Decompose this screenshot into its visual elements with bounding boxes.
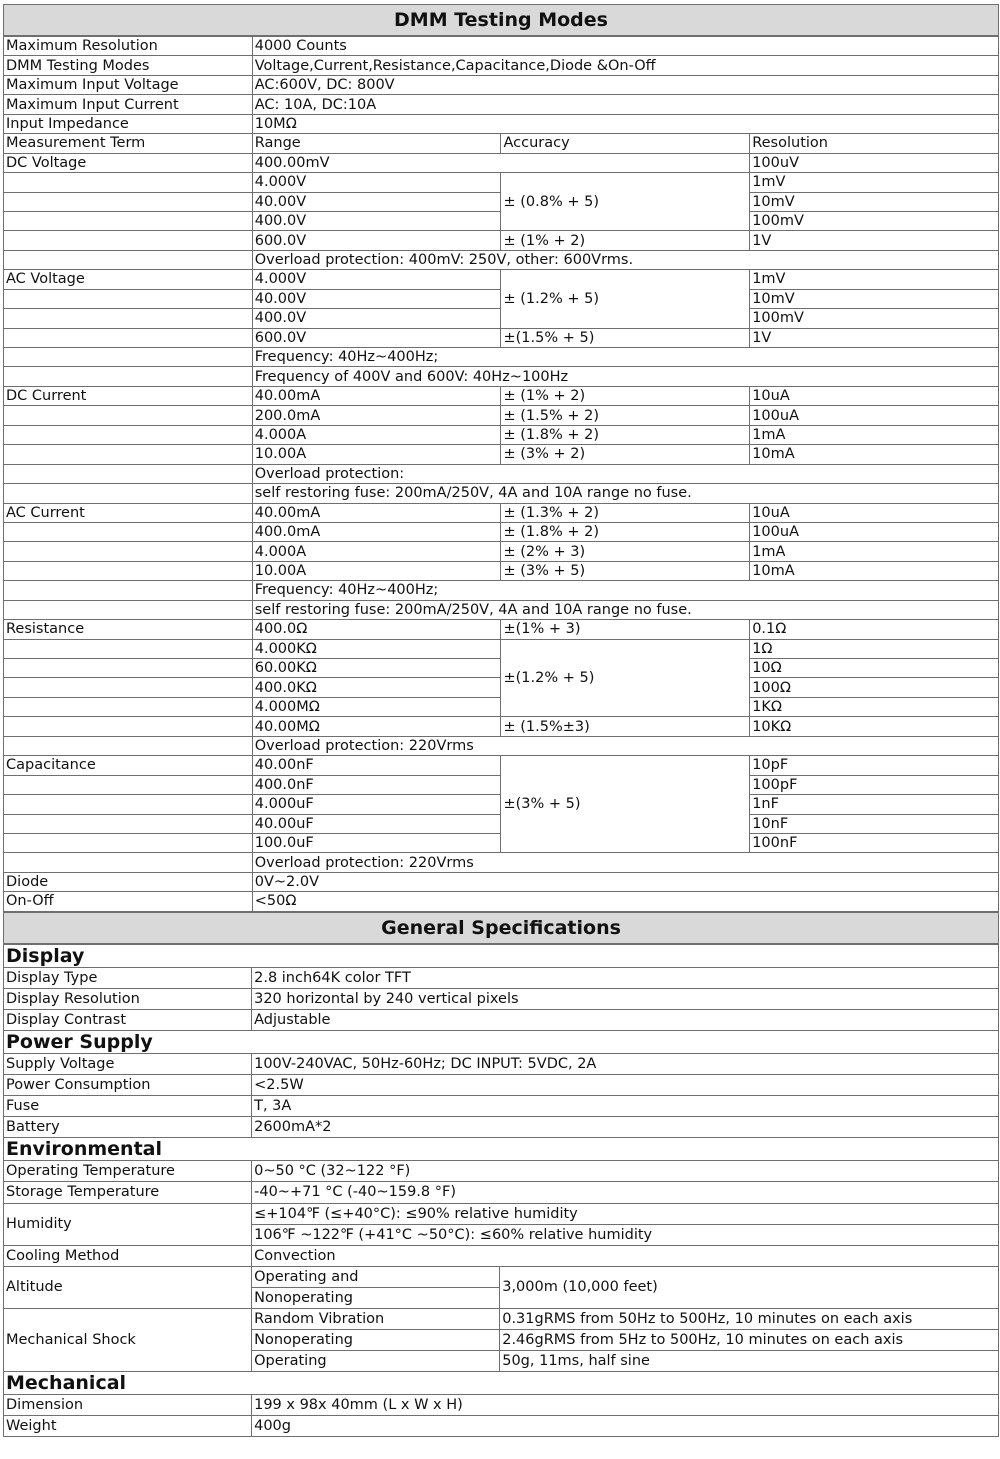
spec-label: Operating Temperature: [4, 1161, 252, 1182]
group-heading-display: Display: [4, 944, 999, 967]
table-row: [4, 1309, 999, 1330]
accuracy-cell: ±(1.5% + 5): [501, 328, 750, 347]
range-cell: 4.000A: [252, 542, 501, 561]
spec-value: 100V-240VAC, 50Hz-60Hz; DC INPUT: 5VDC, 2A: [252, 1053, 999, 1074]
resolution-cell: 100uA: [750, 406, 999, 425]
table-row: [4, 542, 999, 561]
table-row: [4, 581, 999, 600]
table-row: [4, 406, 999, 425]
group-heading-row: [4, 1030, 999, 1053]
table-row: [4, 736, 999, 755]
resolution-cell: 100uV: [750, 153, 999, 172]
accuracy-cell: ± (1.5%±3): [501, 717, 750, 736]
table-row: [4, 853, 999, 872]
table-row: [4, 95, 999, 114]
accuracy-cell: ±(1.2% + 5): [501, 639, 750, 717]
spec-value: 106℉ ~122℉ (+41°C ~50°C): ≤60% relative humidity: [252, 1224, 999, 1245]
accuracy-cell: ± (1.8% + 2): [501, 522, 750, 541]
table-row: [4, 967, 999, 988]
accuracy-cell: ± (1% + 2): [501, 386, 750, 405]
accuracy-cell: ± (1.3% + 2): [501, 503, 750, 522]
group-heading-row: [4, 1372, 999, 1395]
group-heading-row: [4, 944, 999, 967]
term-label: Diode: [4, 872, 253, 891]
spec-value: ≤+104℉ (≤+40°C): ≤90% relative humidity: [252, 1203, 999, 1224]
table-row: [4, 153, 999, 172]
accuracy-cell: ± (1% + 2): [501, 231, 750, 250]
table-row: [4, 56, 999, 75]
resolution-cell: 10uA: [750, 386, 999, 405]
range-cell: 10.00A: [252, 561, 501, 580]
table-row: [4, 717, 999, 736]
term-label: DC Voltage: [4, 153, 253, 172]
table-row: [4, 600, 999, 619]
table-row: [4, 892, 999, 911]
spec-value: 2.8 inch64K color TFT: [252, 967, 999, 988]
range-cell: 4.000V: [252, 270, 501, 289]
note-cell: Overload protection: 220Vrms: [252, 853, 998, 872]
range-cell: 10.00A: [252, 445, 501, 464]
spec-label: Storage Temperature: [4, 1182, 252, 1203]
table-row: [4, 639, 999, 658]
range-cell: 4.000V: [252, 173, 501, 192]
spec-value: Voltage,Current,Resistance,Capacitance,Diode &On-Off: [252, 56, 998, 75]
resolution-cell: 1V: [750, 231, 999, 250]
range-cell: 400.0V: [252, 309, 501, 328]
spec-label: Display Type: [4, 967, 252, 988]
resolution-cell: 10mA: [750, 445, 999, 464]
column-header-row: [4, 134, 999, 153]
range-cell: 40.00nF: [252, 756, 501, 775]
table-row: [4, 620, 999, 639]
spec-label: Cooling Method: [4, 1245, 252, 1266]
range-cell: 400.0mA: [252, 522, 501, 541]
resolution-cell: 100mV: [750, 309, 999, 328]
table-row: [4, 1203, 999, 1224]
spec-value: 4000 Counts: [252, 37, 998, 56]
table-row: [4, 1117, 999, 1138]
dmm-table: [3, 36, 999, 912]
range-cell: 40.00mA: [252, 503, 501, 522]
group-heading-row: [4, 1138, 999, 1161]
resolution-cell: 1mV: [750, 270, 999, 289]
spec-value: Convection: [252, 1245, 999, 1266]
accuracy-cell: ± (1.2% + 5): [501, 270, 750, 328]
range-cell: 400.00mV: [252, 153, 749, 172]
range-cell: 4.000A: [252, 425, 501, 444]
range-cell: 40.00MΩ: [252, 717, 501, 736]
table-row: [4, 1161, 999, 1182]
spec-value: 50g, 11ms, half sine: [500, 1351, 999, 1372]
table-row: [4, 503, 999, 522]
column-header-resolution: Resolution: [750, 134, 999, 153]
range-cell: 40.00V: [252, 192, 501, 211]
accuracy-cell: ± (3% + 2): [501, 445, 750, 464]
spec-label: Supply Voltage: [4, 1053, 252, 1074]
resolution-cell: 1KΩ: [750, 697, 999, 716]
spec-label: Dimension: [4, 1395, 252, 1416]
term-label: AC Current: [4, 503, 253, 522]
resolution-cell: 1mA: [750, 542, 999, 561]
resolution-cell: 10mV: [750, 192, 999, 211]
condition-cell: Nonoperating: [252, 1287, 500, 1308]
note-cell: self restoring fuse: 200mA/250V, 4A and 10A range no fuse.: [252, 484, 998, 503]
spec-value: AC: 10A, DC:10A: [252, 95, 998, 114]
table-row: [4, 988, 999, 1009]
condition-cell: Operating: [252, 1351, 500, 1372]
spec-label: Display Resolution: [4, 988, 252, 1009]
note-cell: Frequency: 40Hz~400Hz;: [252, 581, 998, 600]
table-row: [4, 445, 999, 464]
table-row: [4, 522, 999, 541]
range-cell: 4.000MΩ: [252, 697, 501, 716]
spec-label: Power Consumption: [4, 1075, 252, 1096]
note-cell: self restoring fuse: 200mA/250V, 4A and 10A range no fuse.: [252, 600, 998, 619]
table-row: [4, 270, 999, 289]
accuracy-cell: ± (1.5% + 2): [501, 406, 750, 425]
range-cell: 40.00V: [252, 289, 501, 308]
general-table: [3, 944, 999, 1438]
resolution-cell: 100Ω: [750, 678, 999, 697]
table-row: [4, 250, 999, 269]
spec-value: Adjustable: [252, 1009, 999, 1030]
condition-cell: Nonoperating: [252, 1330, 500, 1351]
spec-label: Altitude: [4, 1266, 252, 1308]
accuracy-cell: ±(1% + 3): [501, 620, 750, 639]
range-cell: 40.00uF: [252, 814, 501, 833]
table-row: [4, 348, 999, 367]
resolution-cell: 10mV: [750, 289, 999, 308]
range-cell: 400.0KΩ: [252, 678, 501, 697]
table-row: [4, 1053, 999, 1074]
accuracy-cell: ± (2% + 3): [501, 542, 750, 561]
table-row: [4, 37, 999, 56]
spec-label: Input Impedance: [4, 114, 253, 133]
spec-sheet: [3, 0, 999, 1437]
table-row: [4, 425, 999, 444]
table-row: [4, 872, 999, 891]
spec-value: <50Ω: [252, 892, 998, 911]
range-cell: 600.0V: [252, 231, 501, 250]
resolution-cell: 10pF: [750, 756, 999, 775]
group-heading-power: Power Supply: [4, 1030, 999, 1053]
resolution-cell: 10KΩ: [750, 717, 999, 736]
spec-value: 400g: [252, 1416, 999, 1437]
term-label: Capacitance: [4, 756, 253, 775]
term-label: Resistance: [4, 620, 253, 639]
range-cell: 200.0mA: [252, 406, 501, 425]
table-row: [4, 75, 999, 94]
range-cell: 400.0nF: [252, 775, 501, 794]
spec-label: Mechanical Shock: [4, 1309, 252, 1372]
table-row: [4, 464, 999, 483]
accuracy-cell: ± (1.8% + 2): [501, 425, 750, 444]
resolution-cell: 10uA: [750, 503, 999, 522]
spec-value: 0.31gRMS from 50Hz to 500Hz, 10 minutes on each axis: [500, 1309, 999, 1330]
column-header-term: Measurement Term: [4, 134, 253, 153]
group-heading-environmental: Environmental: [4, 1138, 999, 1161]
range-cell: 600.0V: [252, 328, 501, 347]
table-row: [4, 173, 999, 192]
table-row: [4, 386, 999, 405]
table-row: [4, 484, 999, 503]
note-cell: Overload protection: 400mV: 250V, other: 600Vrms.: [252, 250, 998, 269]
spec-label: DMM Testing Modes: [4, 56, 253, 75]
resolution-cell: 100nF: [750, 833, 999, 852]
note-cell: Frequency: 40Hz~400Hz;: [252, 348, 998, 367]
table-row: [4, 1416, 999, 1437]
spec-value: 0~50 °C (32~122 °F): [252, 1161, 999, 1182]
table-row: [4, 231, 999, 250]
spec-value: 3,000m (10,000 feet): [500, 1266, 999, 1308]
table-row: [4, 561, 999, 580]
spec-label: Weight: [4, 1416, 252, 1437]
range-cell: 100.0uF: [252, 833, 501, 852]
resolution-cell: 10Ω: [750, 659, 999, 678]
spec-value: 10MΩ: [252, 114, 998, 133]
table-row: [4, 1266, 999, 1287]
spec-label: Maximum Resolution: [4, 37, 253, 56]
spec-value: -40~+71 °C (-40~159.8 °F): [252, 1182, 999, 1203]
group-heading-mechanical: Mechanical: [4, 1372, 999, 1395]
term-label: DC Current: [4, 386, 253, 405]
range-cell: 60.00KΩ: [252, 659, 501, 678]
spec-label: Maximum Input Voltage: [4, 75, 253, 94]
resolution-cell: 0.1Ω: [750, 620, 999, 639]
spec-label: Battery: [4, 1117, 252, 1138]
accuracy-cell: ±(3% + 5): [501, 756, 750, 853]
resolution-cell: 10mA: [750, 561, 999, 580]
spec-value: 0V~2.0V: [252, 872, 998, 891]
accuracy-cell: ± (3% + 5): [501, 561, 750, 580]
table-row: [4, 756, 999, 775]
table-row: [4, 1009, 999, 1030]
resolution-cell: 1V: [750, 328, 999, 347]
note-cell: Frequency of 400V and 600V: 40Hz~100Hz: [252, 367, 998, 386]
resolution-cell: 1mV: [750, 173, 999, 192]
range-cell: 40.00mA: [252, 386, 501, 405]
table-row: [4, 114, 999, 133]
spec-label: Display Contrast: [4, 1009, 252, 1030]
spec-value: 2.46gRMS from 5Hz to 500Hz, 10 minutes on each axis: [500, 1330, 999, 1351]
condition-cell: Random Vibration: [252, 1309, 500, 1330]
spec-value: 320 horizontal by 240 vertical pixels: [252, 988, 999, 1009]
range-cell: 4.000uF: [252, 795, 501, 814]
spec-label: Maximum Input Current: [4, 95, 253, 114]
range-cell: 400.0Ω: [252, 620, 501, 639]
table-row: [4, 1096, 999, 1117]
resolution-cell: 10nF: [750, 814, 999, 833]
table-row: [4, 1245, 999, 1266]
range-cell: 4.000KΩ: [252, 639, 501, 658]
table-row: [4, 1075, 999, 1096]
spec-value: 199 x 98x 40mm (L x W x H): [252, 1395, 999, 1416]
term-label: On-Off: [4, 892, 253, 911]
resolution-cell: 100pF: [750, 775, 999, 794]
dmm-section-title: DMM Testing Modes: [3, 4, 999, 36]
spec-value: AC:600V, DC: 800V: [252, 75, 998, 94]
range-cell: 400.0V: [252, 211, 501, 230]
note-cell: Overload protection: 220Vrms: [252, 736, 998, 755]
resolution-cell: 100mV: [750, 211, 999, 230]
resolution-cell: 1mA: [750, 425, 999, 444]
note-cell: Overload protection:: [252, 464, 998, 483]
resolution-cell: 100uA: [750, 522, 999, 541]
table-row: [4, 1182, 999, 1203]
table-row: [4, 1395, 999, 1416]
resolution-cell: 1Ω: [750, 639, 999, 658]
condition-cell: Operating and: [252, 1266, 500, 1287]
column-header-accuracy: Accuracy: [501, 134, 750, 153]
spec-label: Humidity: [4, 1203, 252, 1245]
term-label: AC Voltage: [4, 270, 253, 289]
accuracy-cell: ± (0.8% + 5): [501, 173, 750, 231]
table-row: [4, 367, 999, 386]
column-header-range: Range: [252, 134, 501, 153]
general-section-title: General Specifications: [3, 912, 999, 944]
spec-value: T, 3A: [252, 1096, 999, 1117]
spec-value: <2.5W: [252, 1075, 999, 1096]
table-row: [4, 328, 999, 347]
resolution-cell: 1nF: [750, 795, 999, 814]
spec-label: Fuse: [4, 1096, 252, 1117]
spec-value: 2600mA*2: [252, 1117, 999, 1138]
